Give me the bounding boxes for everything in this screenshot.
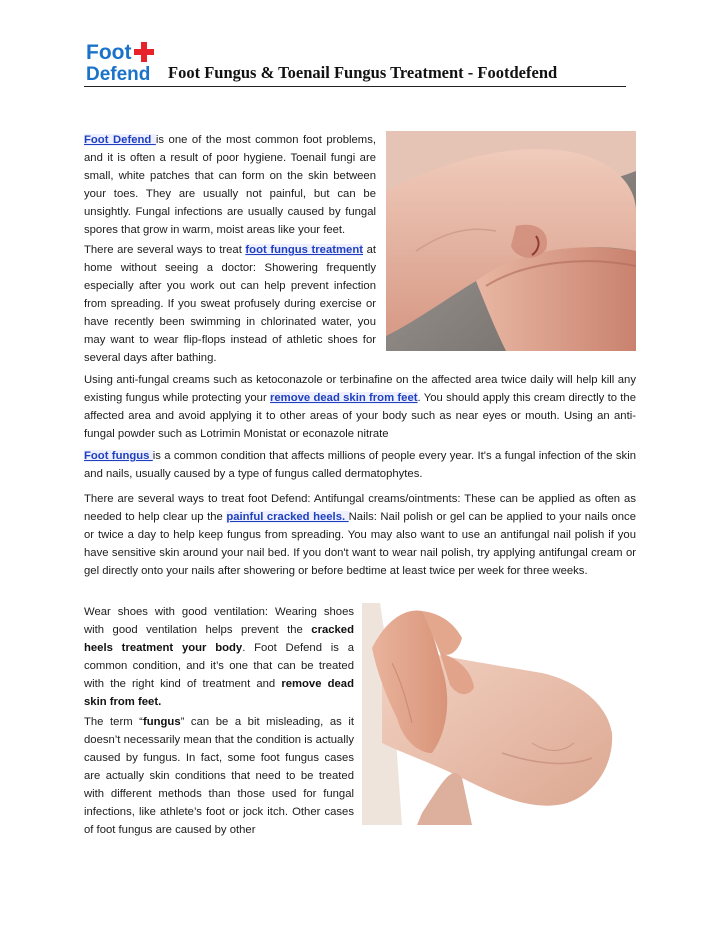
foot-fungus-treatment-link[interactable]: foot fungus treatment — [245, 244, 364, 256]
foot-defend-link[interactable]: Foot Defend — [84, 134, 156, 146]
foot-defend-logo[interactable] — [84, 40, 160, 84]
paragraph-intro: Foot Defend is one of the most common foot problems, and it is often a result of poor hygiene. Toenail fungi are small, white patches that can form on the skin between your toes. They are usually not painful, but can be unsightly. Fungal infections are usually caused by fungal spores that grow in warm, moist areas like your feet. — [84, 134, 376, 236]
foot-fungus-link[interactable]: Foot fungus — [84, 450, 153, 462]
page-header — [84, 40, 634, 88]
toe-fungus-photo — [386, 131, 636, 351]
svg-text:Defend: Defend — [86, 64, 151, 84]
paragraph-treatment-home: There are several ways to treat foot fungus treatment at home without seeing a doctor: Showering frequently especially after you work out can help prevent infection from spreading. If you sweat profusely during exercise or have recently been swimming in chlorinated water, you may want to wear flip-flops instead of athletic shoes for several days after bathing. — [84, 244, 377, 364]
paragraph-ventilation: Wear shoes with good ventilation: Wearing shoes with good ventilation helps prevent the cracked heels treatment your body. Foot Defend is a common condition, and it’s one that can be treated with the right kind of treatment and remove dead skin from feet. — [84, 606, 355, 708]
paragraph-ways-to-treat: There are several ways to treat foot Defend: Antifungal creams/ointments: These can be applied as often as needed to help clear up the painful cracked heels. Nails: Nail polish or gel can be applied to your nails once or twice a day to help keep fungus from spreading. You may also want to use an antifungal nail polish if you have sensitive skin around your nail bed. If you don't want to wear nail polish, try applying antifungal cream or gel directly onto your nails after showering or before bedtime at least twice per week for three weeks. — [84, 493, 636, 577]
cracked-heel-photo — [362, 603, 614, 825]
paragraph-term-fungus: The term “fungus” can be a bit misleading, as it doesn’t necessarily mean that the condition is actually caused by fungus. In fact, some foot fungus cases are actually skin conditions that need to be treated with different methods than those used for fungal infections, like athlete’s foot or jock itch. Other cases of foot fungus are caused by other — [84, 716, 354, 836]
title-underline — [84, 86, 626, 87]
paragraph-foot-fungus: Foot fungus is a common condition that affects millions of people every year. It's a fungal infection of the skin and nails, usually caused by a type of fungus called dermatophytes. — [84, 450, 636, 480]
remove-dead-skin-link[interactable]: remove dead skin from feet — [270, 392, 418, 404]
paragraph-anti-fungal-creams: Using anti-fungal creams such as ketoconazole or terbinafine on the affected area twice daily will help kill any existing fungus while protecting your remove dead skin from feet. You should apply this cream directly to the affected area and avoid applying it to other areas of your body such as near eyes or mouth. Using an anti-fungal powder such as Lotrimin Monistat or econazole nitrate — [84, 374, 636, 440]
painful-cracked-heels-link[interactable]: painful cracked heels. — [226, 511, 349, 523]
page-title: Foot Fungus & Toenail Fungus Treatment - Footdefend — [168, 63, 558, 82]
svg-text:Foot: Foot — [86, 41, 132, 64]
